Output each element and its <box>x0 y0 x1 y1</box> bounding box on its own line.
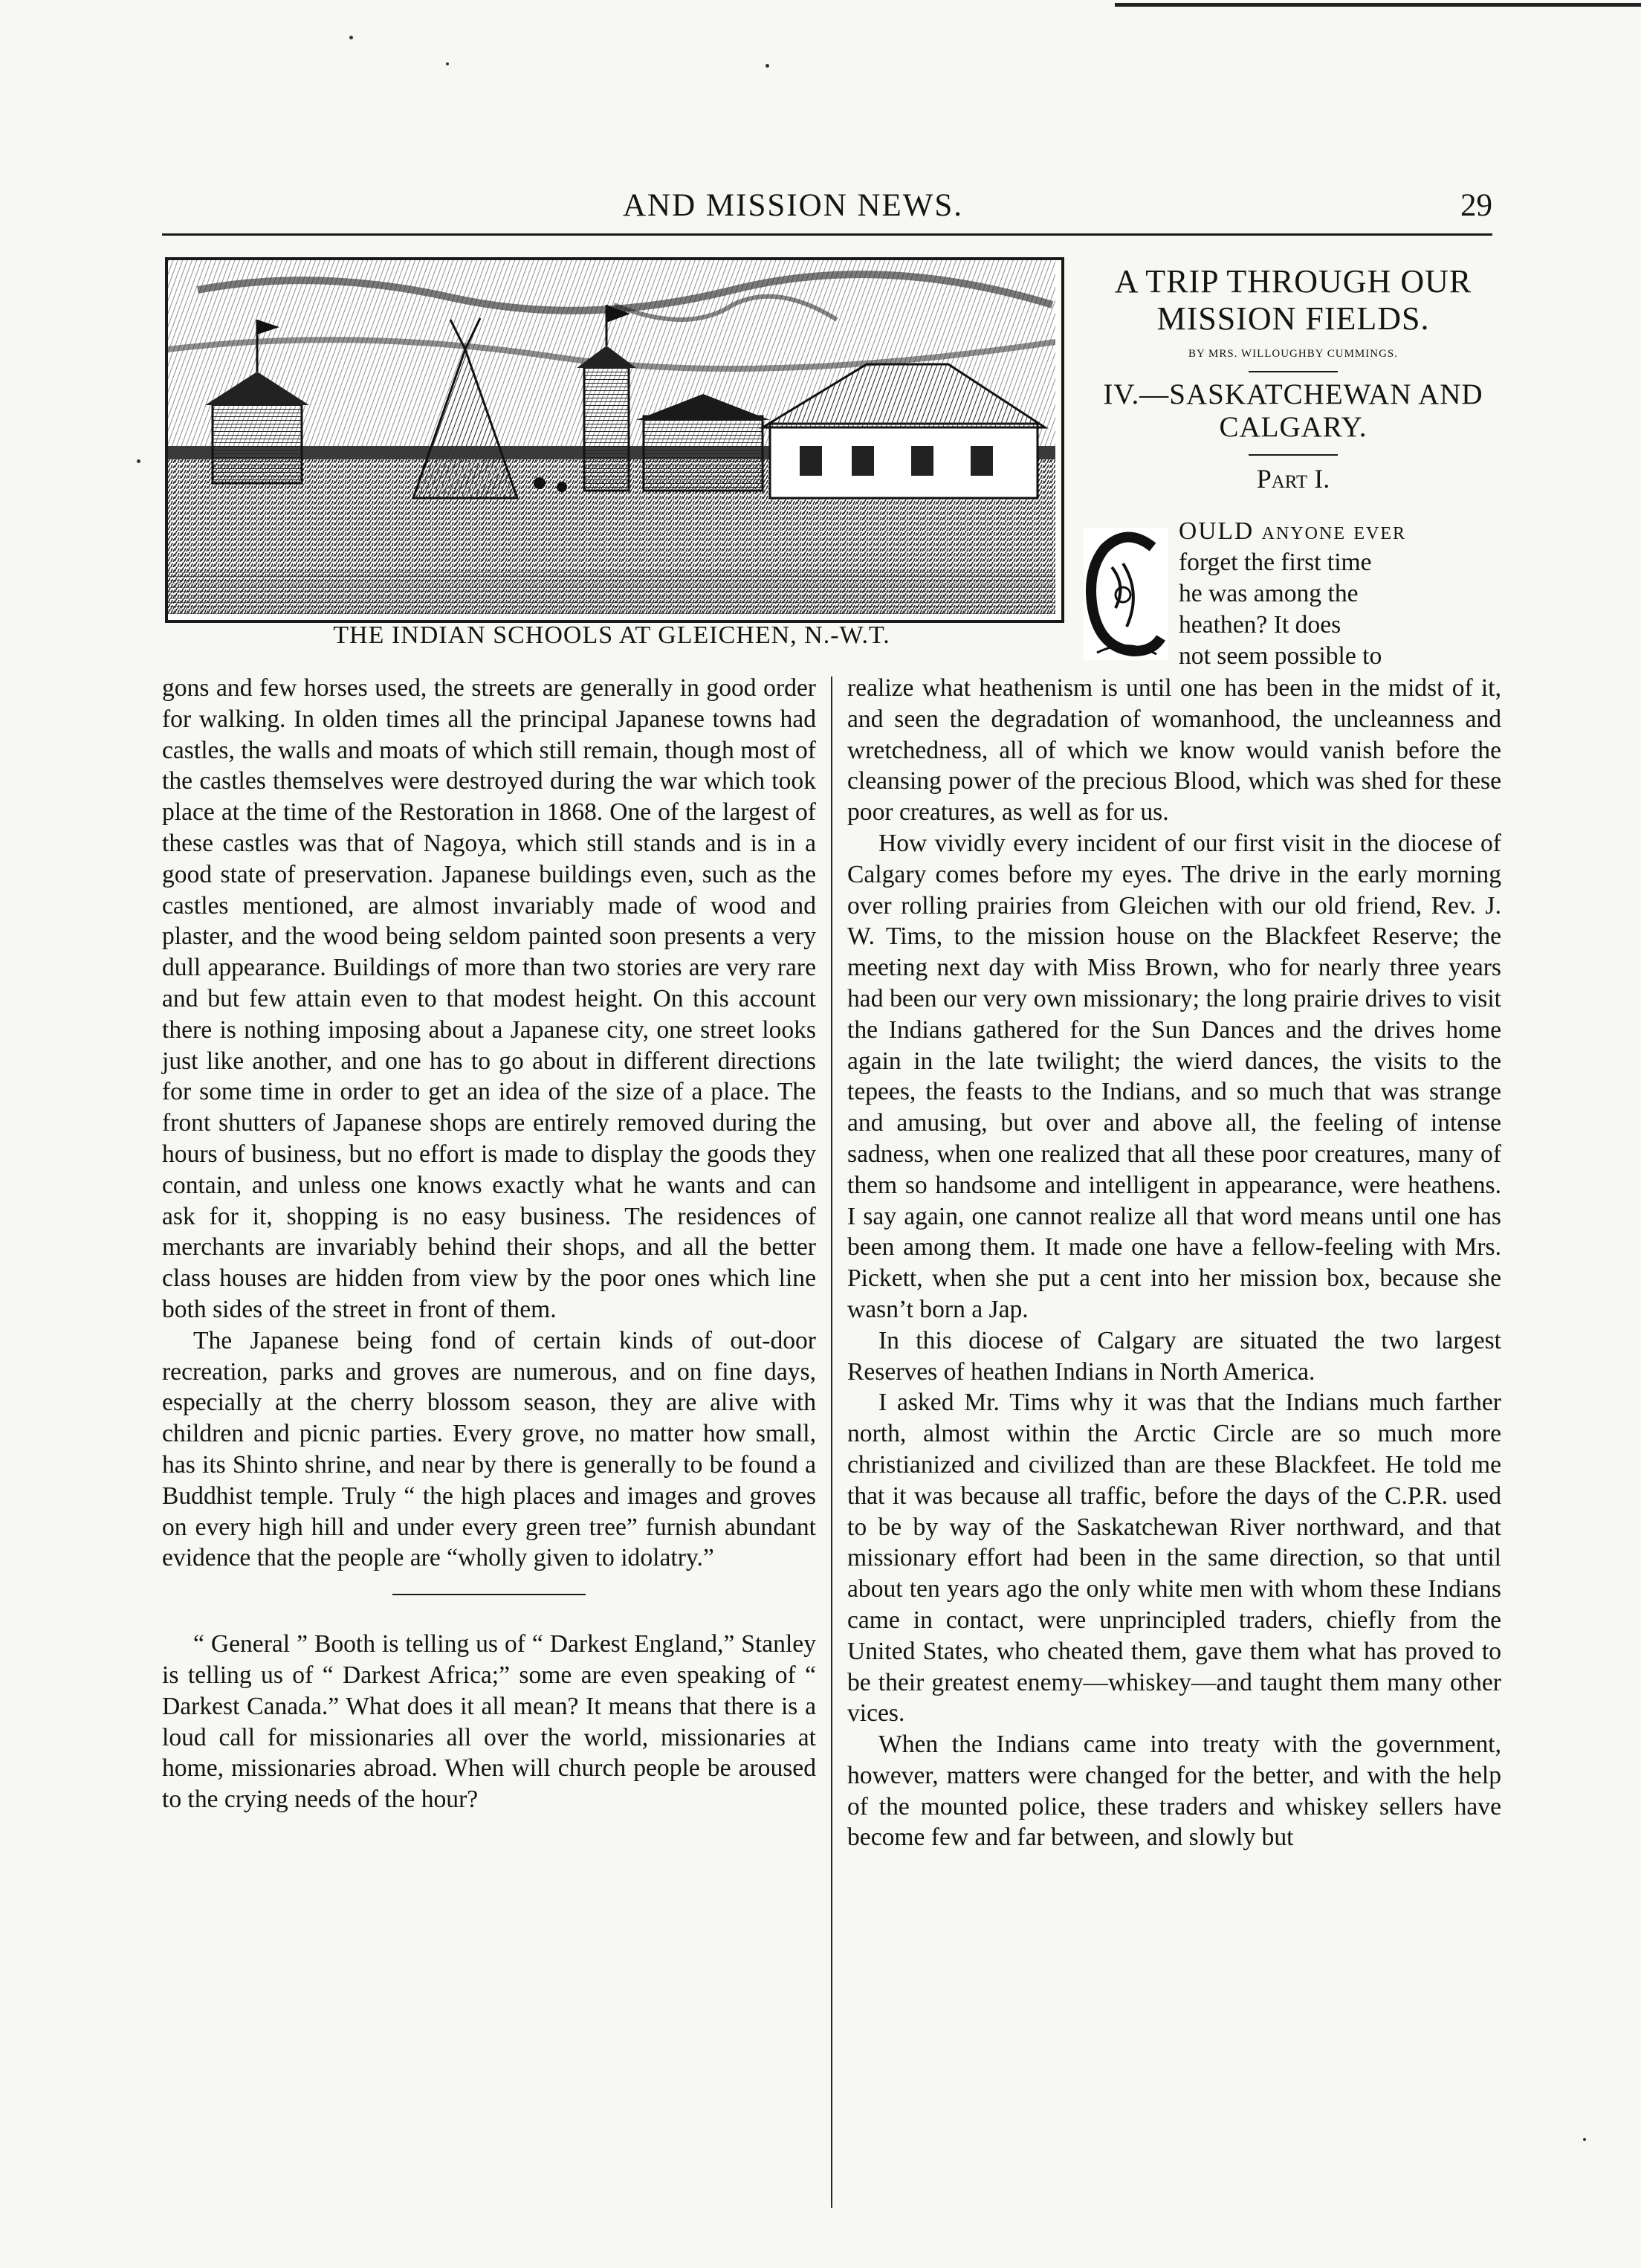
part-label: Part I. <box>1256 464 1330 494</box>
print-speck <box>446 62 449 65</box>
heading-rule <box>1249 454 1338 456</box>
page-header <box>162 165 1492 239</box>
paragraph: How vividly every incident of our first visit in the diocese of Calgary comes before my eyes. The drive in the early morning over rolling prairies from Gleichen with our old friend, Rev. J. W. Tims, to the mission house on the Blackfeet Reserve; the meeting next day with Miss Brown, who for nearly three years had been our very own missionary; the long prairie drives to visit the Indians gathered for the Sun Dances and the drives home again in the late twilight; the wierd dances, the visits to the tepees, the feasts to the Indians, and so much that was strange and amusing, but over and above all, the feeling of intense sadness, when one realized that all these poor creatures, many of them so handsome and intelligent in appearance, were heathens. I say again, one cannot realize all that word means until one has been among them. It made one have a fellow-feeling with Mrs. Pickett, when she put a cent into her mission box, because she wasn’t born a Jap. <box>847 829 1501 1323</box>
print-speck <box>349 36 353 39</box>
section-separator <box>392 1594 586 1595</box>
header-rule <box>162 233 1492 236</box>
opening-line: not seem possible to <box>1179 642 1382 670</box>
paragraph: I asked Mr. Tims why it was that the Indians much farther north, almost within the Arctic Circle are so much more christianized and civilized than are these Blackfeet. He told me that it was because all traffic, before the days of the C.P.R. used to be by way of the Saskatchewan River northward, and that missionary effort had been in the same direction, so that until about ten years ago the only white men with whom these Indians came in contact, were unprincipled traders, chiefly from the United States, who cheated them, gave them what has proved to be their greatest enemy—whiskey—and taught them many other vices. <box>847 1389 1501 1728</box>
top-border-line <box>1115 3 1641 7</box>
section-title-line-2: CALGARY. <box>1219 411 1368 443</box>
left-column <box>162 673 816 1815</box>
page-number: 29 <box>1460 188 1492 223</box>
figure-caption: THE INDIAN SCHOOLS AT GLEICHEN, N.-W.T. <box>333 621 890 649</box>
opening-line: he was among the <box>1179 580 1359 607</box>
heading-rule <box>1249 371 1338 372</box>
paragraph: gons and few horses used, the streets are generally in good order for walking. In olden times all the principal Japanese towns had castles, the walls and moats of which still remain, though most of the castles themselves were destroyed during the war which took place at the time of the Restoration in 1868. One of the largest of these castles was that of Nagoya, which still stands and is in a good state of preservation. Japanese buildings even, such as the castles mentioned, are almost invariably made of wood and plaster, and the wood being seldom painted soon presents a very dull appearance. Buildings of more than two stories are very rare and but few attain even to that modest height. On this account there is nothing imposing about a Japanese city, one street looks just like another, and one has to go about in different directions for some time in order to get an idea of the size of a place. The front shutters of Japanese shops are entirely removed during the hours of business, but no effort is made to display the goods they contain, and unless one knows exactly what he wants and can ask for it, shopping is no easy business. The residences of merchants are invariably behind their shops, and all the better class houses are hidden from view by the poor ones which line both sides of the street in front of them. <box>162 674 816 1323</box>
paragraph: In this diocese of Calgary are situated the two largest Reserves of heathen Indians in North America. <box>847 1326 1501 1386</box>
byline: BY MRS. WILLOUGHBY CUMMINGS. <box>1188 348 1399 360</box>
section-title-line-1: IV.—SASKATCHEWAN AND <box>1103 378 1483 410</box>
engraving-illustration <box>165 257 1064 623</box>
article-title-line-2: MISSION FIELDS. <box>1156 300 1430 337</box>
paragraph: “ General ” Booth is telling us of “ Darkest England,” Stanley is telling us of “ Darkest Africa;” some are even speaking of “ Darkest Canada.” What does it all mean? It means that there is a loud call for missionaries all over the world, missionaries at home, missionaries abroad. When will church people be aroused to the crying needs of the hour? <box>162 1630 816 1814</box>
opening-line: OULD anyone ever <box>1179 517 1407 545</box>
paragraph: When the Indians came into treaty with the government, however, matters were changed for the better, and with the help of the mounted police, these traders and whiskey sellers have become few and far between, and slowly but <box>847 1731 1501 1852</box>
decorative-initial-c <box>1082 526 1170 662</box>
running-title: AND MISSION NEWS. <box>623 188 964 223</box>
article-title-line-1: A TRIP THROUGH OUR <box>1114 263 1472 300</box>
print-speck <box>766 64 769 68</box>
opening-lines <box>1179 516 1501 672</box>
right-column <box>847 673 1501 1853</box>
paragraph: The Japanese being fond of certain kinds of out-door recreation, parks and groves are numerous, and on fine days, especially at the cherry blossom season, they are alive with children and picnic parties. Every grove, no matter how small, has its Shinto shrine, and near by there is generally to be found a Buddhist temple. Truly “ the high places and images and groves on every high hill and under every green tree” furnish abundant evidence that the people are “wholly given to idolatry.” <box>162 1326 816 1572</box>
print-speck <box>137 459 140 463</box>
paragraph: realize what heathenism is until one has been in the midst of it, and seen the degradation of womanhood, the uncleanness and wretchedness, all of which we know would vanish before the cleansing power of the precious Blood, which was shed for these poor creatures, as well as for us. <box>847 674 1501 827</box>
print-speck <box>1583 2138 1586 2141</box>
column-rule <box>831 676 832 2208</box>
opening-line: heathen? It does <box>1179 611 1341 639</box>
article-heading <box>1078 263 1509 494</box>
opening-line: forget the first time <box>1179 549 1372 576</box>
engraving-drawing <box>168 260 1055 614</box>
